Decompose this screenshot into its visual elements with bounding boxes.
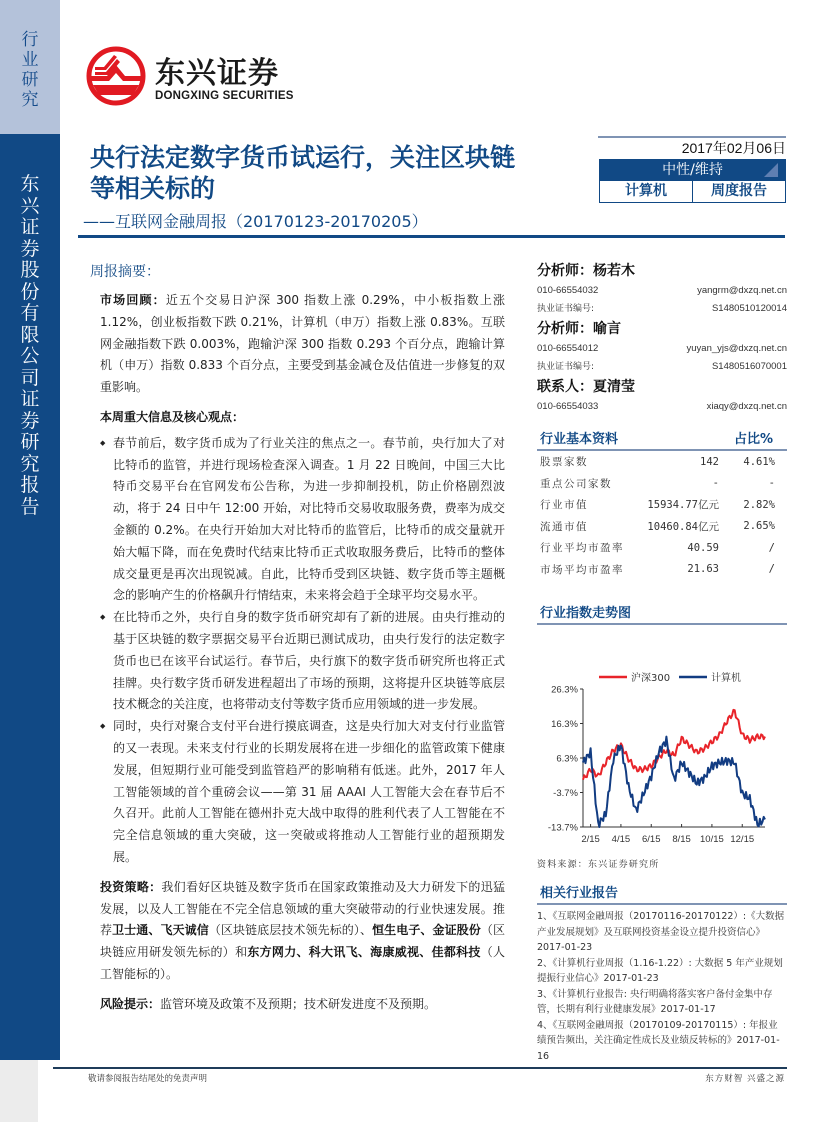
info-value: 10460.84亿元 (647, 520, 719, 533)
x-tick-label: 8/15 (672, 834, 691, 845)
industry-info-section (537, 428, 787, 580)
analyst-block (537, 260, 787, 416)
info-label: 流通市值 (540, 520, 588, 533)
info-pct: 4.61% (743, 455, 775, 468)
related-reports-heading: 相关行业报告 (540, 886, 619, 901)
report-subtitle: ——互联网金融周报（20170123-20170205） (83, 212, 428, 231)
legend-label: 沪深300 (631, 673, 671, 684)
related-report-item[interactable]: 3、《计算机行业报告: 央行明确将落实客户备付金集中存管，长期有利行业健康发展》2017-01-17 (537, 988, 773, 1015)
analyst-name: 分析师：杨若木 (537, 263, 635, 279)
summary-heading: 周报摘要： (90, 264, 160, 280)
report-date: 2017年02月06日 (681, 140, 786, 156)
y-tick-label: 26.3% (551, 684, 578, 696)
report-title: 央行法定数字货币试运行，关注区块链等相关标的 (90, 143, 516, 203)
industry-info-row (537, 537, 787, 559)
industry-info-header (537, 428, 787, 451)
info-label: 重点公司家数 (540, 477, 612, 490)
logo-chinese-name: 东兴证券 (155, 56, 279, 91)
strategy-text: （人工智能标的）。 (100, 945, 505, 981)
trend-section (537, 602, 787, 870)
footer-divider (53, 1067, 787, 1069)
industry-info-row (537, 559, 787, 581)
info-label: 股票家数 (540, 456, 588, 469)
related-reports-header (537, 882, 787, 905)
x-tick-label: 10/15 (700, 834, 724, 845)
rating-corner-icon (764, 163, 778, 177)
info-pct: - (768, 477, 775, 490)
side-band-top-label: 行 业 研 究 (21, 30, 39, 110)
y-tick-label: -13.7% (547, 822, 578, 834)
analyst-phone: 010-66554012 (537, 343, 599, 354)
tag-report-type: 周度报告 (692, 181, 785, 202)
industry-info-row (537, 516, 787, 538)
info-pct: 2.65% (743, 520, 775, 533)
strategy-text: 我们看好区块链及数字货币在国家政策推动及大力研发下的迅猛发展，以及人工智能在不完全信息领域的重大突破带动的行业快速发展。推荐 (100, 879, 505, 938)
info-value: - (712, 477, 719, 490)
side-band-main-label: 东 兴 证 券 股 份 有 限 公 司 证 券 研 究 报 告 (20, 173, 40, 518)
y-tick-label: 16.3% (551, 719, 578, 730)
info-value: 142 (700, 455, 719, 468)
related-reports-section (537, 882, 787, 1064)
cert-number: S1480510120014 (711, 303, 787, 314)
index-trend-chart (537, 625, 787, 855)
y-tick-label: 6.3% (556, 753, 578, 765)
side-band-main (0, 134, 60, 1060)
strategy-text: （区块链应用研发领先标的）和 (100, 923, 505, 960)
title-divider (78, 235, 785, 238)
info-label: 行业市值 (540, 499, 588, 512)
series-line (583, 737, 765, 827)
info-value: 15934.77亿元 (647, 499, 719, 512)
trend-heading: 行业指数走势图 (540, 606, 632, 621)
info-pct: / (768, 563, 775, 576)
analyst-email[interactable]: yuyan_yjs@dxzq.net.cn (686, 343, 787, 354)
analyst-card (537, 318, 787, 376)
line-chart (537, 625, 787, 853)
trend-header (537, 602, 787, 625)
x-tick-label: 2/15 (581, 834, 600, 845)
rating-label: 中性/维持 (662, 162, 723, 178)
info-value: 21.63 (687, 563, 719, 576)
cert-number: S1480516070001 (711, 361, 787, 372)
industry-info-row (537, 473, 787, 495)
logo-english-name: DONGXING SECURITIES (155, 90, 294, 102)
market-review-label: 市场回顾： (100, 293, 166, 307)
related-report-item[interactable]: 2、《计算机行业周报（1.16-1.22）: 大数据 5 年产业规划提振行业信心》2017-01-23 (537, 957, 783, 984)
core-views-label: 本周重大信息及核心观点： (100, 409, 245, 424)
industry-info-heading: 行业基本资料 (540, 432, 619, 447)
info-value: 40.59 (687, 541, 719, 554)
x-tick-label: 4/15 (611, 834, 631, 845)
contact-email[interactable]: xiaqy@dxzq.net.cn (706, 401, 787, 412)
core-views-heading (100, 407, 505, 429)
series-line (583, 710, 765, 780)
strategy-text: （区块链底层技术领先标的）、 (208, 923, 373, 938)
related-report-item[interactable]: 4、《互联网金融周报（20170109-20170115）: 年报业绩预告频出，关注确定性成长及业绩反转标的》2017-01-16 (537, 1019, 780, 1062)
pct-heading: 占比% (733, 432, 773, 447)
recommended-stocks: 卫士通、飞天诚信 (112, 923, 209, 938)
contact-name: 联系人：夏清莹 (537, 379, 635, 395)
cert-label: 执业证书编号: (537, 362, 595, 372)
industry-info-row (537, 451, 787, 473)
risk-text: 监管环境及政策不及预期；技术研发进度不及预期。 (160, 996, 437, 1011)
investment-strategy (100, 877, 505, 986)
industry-info-table (537, 451, 787, 580)
info-label: 市场平均市盈率 (540, 563, 624, 576)
tag-industry: 计算机 (625, 183, 667, 199)
contact-card (537, 376, 787, 416)
footer-disclaimer: 敬请参阅报告结尾处的免责声明 (88, 1074, 208, 1084)
related-report-item[interactable]: 1、《互联网金融周报（20170116-20170122）:《大数据产业发展规划》及互联网投资基金设立提升投资信心》2017-01-23 (537, 911, 785, 953)
core-view-bullet: ◆ 同时，央行对聚合支付平台进行摸底调查，这是央行加大对支付行业监管的又一表现。未来支付行业的长期发展将在进一步细化的监管政策下健康发展，但短期行业可能受到监管趋严的影响稍有低迷。此外，2017 年人工智能领域的首个重磅会议——第 31 届 AAAI 人工智能大会在春节后不久召开。此前人工智能在德州扑克大战中取得的胜利代表了人工智能在不完全信息领域的重大突破，这一突破或将推动人工智能行业的超预期发展。 (100, 716, 505, 869)
side-band-bottom (0, 1060, 38, 1122)
company-logo (85, 45, 305, 110)
side-band-top (0, 0, 60, 134)
recommended-stocks: 恒生电子、金证股份 (372, 923, 481, 938)
analyst-name: 分析师：喻言 (537, 321, 621, 337)
dongxing-logo-icon (85, 45, 147, 107)
related-reports-list (537, 909, 787, 1064)
analyst-email[interactable]: yangrm@dxzq.net.cn (697, 285, 787, 296)
core-view-bullet: ◆ 在比特币之外，央行自身的数字货币研究却有了新的进展。由央行推动的基于区块链的数字票据交易平台近期已测试成功，由央行发行的法定数字货币也已在该平台试运行。春节后，央行旗下的数字货币研究所也将正式挂牌。央行数字货币研发进程超出了市场的预期，这将提升区块链等底层技术概念的关注度，也将带动支付等数字货币应用领域的进一步发展。 (100, 607, 505, 716)
cert-label: 执业证书编号: (537, 304, 595, 314)
footer-slogan: 东方财智 兴盛之源 (705, 1074, 785, 1084)
x-tick-label: 12/15 (730, 834, 755, 845)
summary-body (100, 290, 505, 1016)
strategy-label: 投资策略： (100, 879, 162, 894)
market-review (100, 290, 505, 399)
info-pct: / (768, 541, 775, 554)
industry-info-row (537, 494, 787, 516)
x-tick-label: 6/15 (642, 834, 661, 845)
y-tick-label: -3.7% (553, 788, 578, 799)
risk-warning (100, 994, 505, 1016)
analyst-card (537, 260, 787, 318)
analyst-phone: 010-66554032 (537, 285, 599, 296)
chart-source: 资料来源：东兴证券研究所 (537, 860, 660, 870)
info-pct: 2.82% (743, 498, 775, 511)
risk-label: 风险提示： (100, 996, 161, 1011)
core-view-bullet: ◆ 春节前后，数字货币成为了行业关注的焦点之一。春节前，央行加大了对比特币的监管，并进行现场检查深入调查。1 月 22 日晚间，中国三大比特币交易平台在官网发布公告称，为进一步抑制投机，防止价格剧烈波动，将于 24 日中午 12:00 开始，对比特币交易收取服务费，费率为成交金额的 0.2%。在央行开始加大对比特币的监管后，比特币的成交量就开始大幅下降，而在免费时代结束比特币正式收取服务费后，比特币的整体成交量更是再次出现锐减。自此，比特币受到区块链、数字货币等主题概念的影响产生的价格飙升行情结束，未来将会趋于全球平均交易水平。 (100, 433, 505, 607)
info-label: 行业平均市盈率 (540, 542, 624, 555)
contact-phone: 010-66554033 (537, 401, 599, 412)
recommended-stocks: 东方网力、科大讯飞、海康威视、佳都科技 (247, 945, 481, 960)
report-tags (599, 181, 786, 203)
legend-label: 计算机 (711, 673, 741, 684)
rating-badge (599, 159, 786, 181)
market-review-text: 近五个交易日沪深 300 指数上涨 0.29%，中小板指数上涨 1.12%，创业板指数下跌 0.21%，计算机（申万）指数上涨 0.83%。互联网金融指数下跌 0.003%，跑输沪深 300 指数 0.293 个百分点，跑输计算机（申万）指数 0.833 个百分点，主要受到基金减仓及估值进一步修复的双重影响。 (100, 293, 505, 395)
